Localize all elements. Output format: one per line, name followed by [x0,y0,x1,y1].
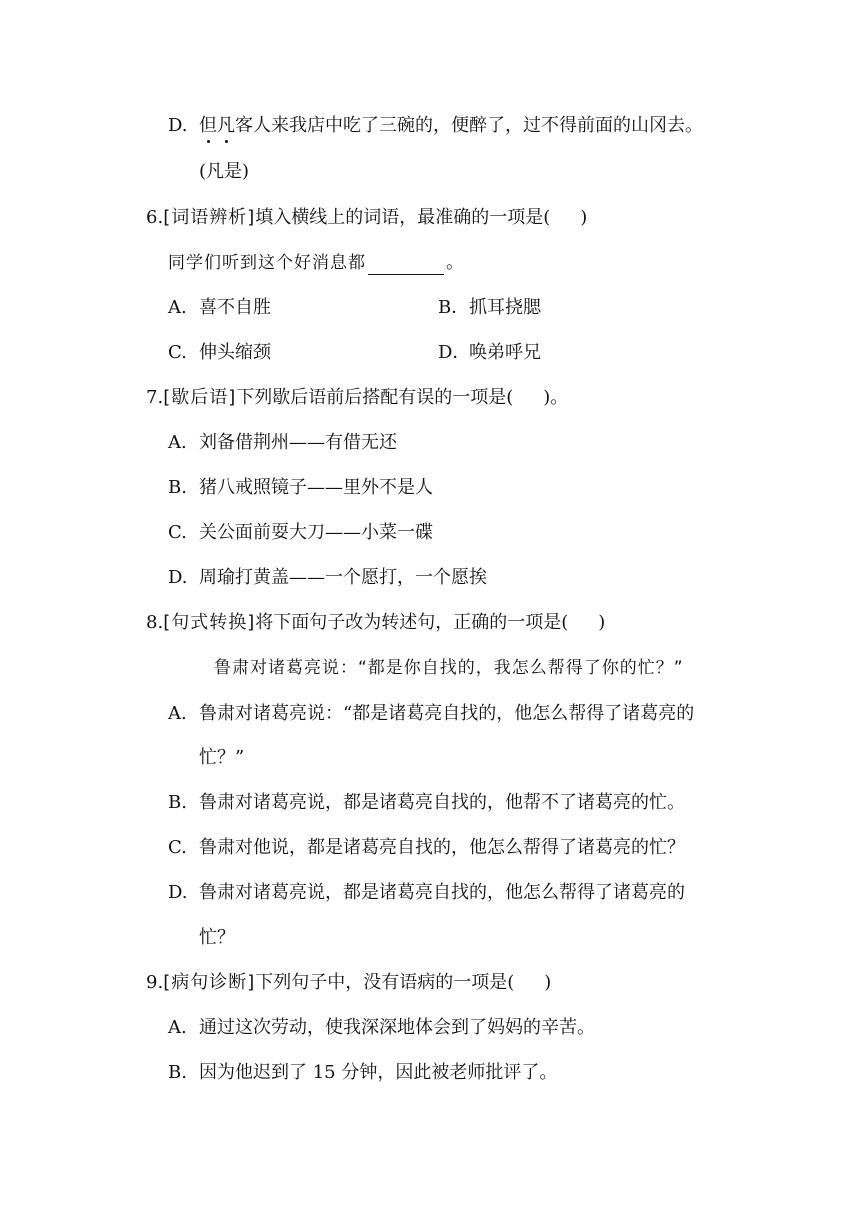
q9-option-a[interactable]: A. 通过这次劳动，使我深深地体会到了妈妈的辛苦。 [168,1017,595,1038]
option-text: 客人来我店中吃了三碗的，便醉了，过不得前面的山冈去。 [235,115,703,136]
emphasized-char: 但 [199,115,217,136]
emphasized-char: 凡 [217,115,235,136]
q7-option-a[interactable]: A. 刘备借荆州——有借无还 [168,432,397,453]
question-tag: [词语辨析] [163,207,256,228]
question-tag: [病句诊断] [163,972,256,993]
question-number: 7. [146,387,164,408]
q8-option-a-cont: 忙？” [199,747,245,768]
q9-option-b[interactable]: B. 因为他迟到了 15 分钟，因此被老师批评了。 [168,1062,558,1083]
q7-option-d[interactable]: D. 周瑜打黄盖——一个愿打，一个愿挨 [168,567,487,588]
question-9-stem: 9.[病句诊断]下列句子中，没有语病的一项是( ) [146,972,552,993]
question-tag: [句式转换] [163,612,256,633]
question-tag: [歇后语] [163,387,237,408]
question-8-stem: 8.[句式转换]将下面句子改为转述句，正确的一项是( ) [146,612,606,633]
q5-option-d-note: (凡是) [199,161,250,182]
q8-option-b[interactable]: B. 鲁肃对诸葛亮说，都是诸葛亮自找的，他帮不了诸葛亮的忙。 [168,792,685,813]
question-text: 将下面句子改为转述句，正确的一项是( [255,612,569,633]
answer-blank[interactable] [368,256,444,275]
question-text: 填入横线上的词语，最准确的一项是( [255,207,551,228]
q7-option-b[interactable]: B. 猪八戒照镜子——里外不是人 [168,477,433,498]
q7-option-c[interactable]: C. 关公面前耍大刀——小菜一碟 [168,522,433,543]
question-text: 下列句子中，没有语病的一项是( [255,972,515,993]
q6-option-a[interactable]: A. 喜不自胜 [168,297,271,318]
question-text: 下列歇后语前后搭配有误的一项是( [236,387,514,408]
option-label: D. [168,115,188,136]
q6-option-d[interactable]: D．唤弟呼兄 [438,342,541,363]
question-7-stem: 7.[歇后语]下列歇后语前后搭配有误的一项是( )。 [146,387,569,408]
q8-option-c[interactable]: C. 鲁肃对他说，都是诸葛亮自找的，他怎么帮得了诸葛亮的忙？ [168,837,685,858]
question-6-sentence: 同学们听到这个好消息都 。 [168,252,464,273]
question-number: 6. [146,207,164,228]
q8-option-a[interactable]: A. 鲁肃对诸葛亮说：“都是诸葛亮自找的，他怎么帮得了诸葛亮的 [168,703,695,724]
question-8-quote: 鲁肃对诸葛亮说：“都是你自找的，我怎么帮得了你的忙？” [214,658,684,678]
question-6-stem: 6.[词语辨析]填入横线上的词语，最准确的一项是( ) [146,207,588,228]
question-number: 9. [146,972,164,993]
question-number: 8. [146,612,164,633]
q6-option-c[interactable]: C. 伸头缩颈 [168,342,271,363]
q8-option-d[interactable]: D. 鲁肃对诸葛亮说，都是诸葛亮自找的，他怎么帮得了诸葛亮的 [168,882,685,903]
q6-option-b[interactable]: B．抓耳挠腮 [438,297,541,318]
q5-option-d [168,114,703,138]
q8-option-d-cont: 忙？ [199,927,235,948]
